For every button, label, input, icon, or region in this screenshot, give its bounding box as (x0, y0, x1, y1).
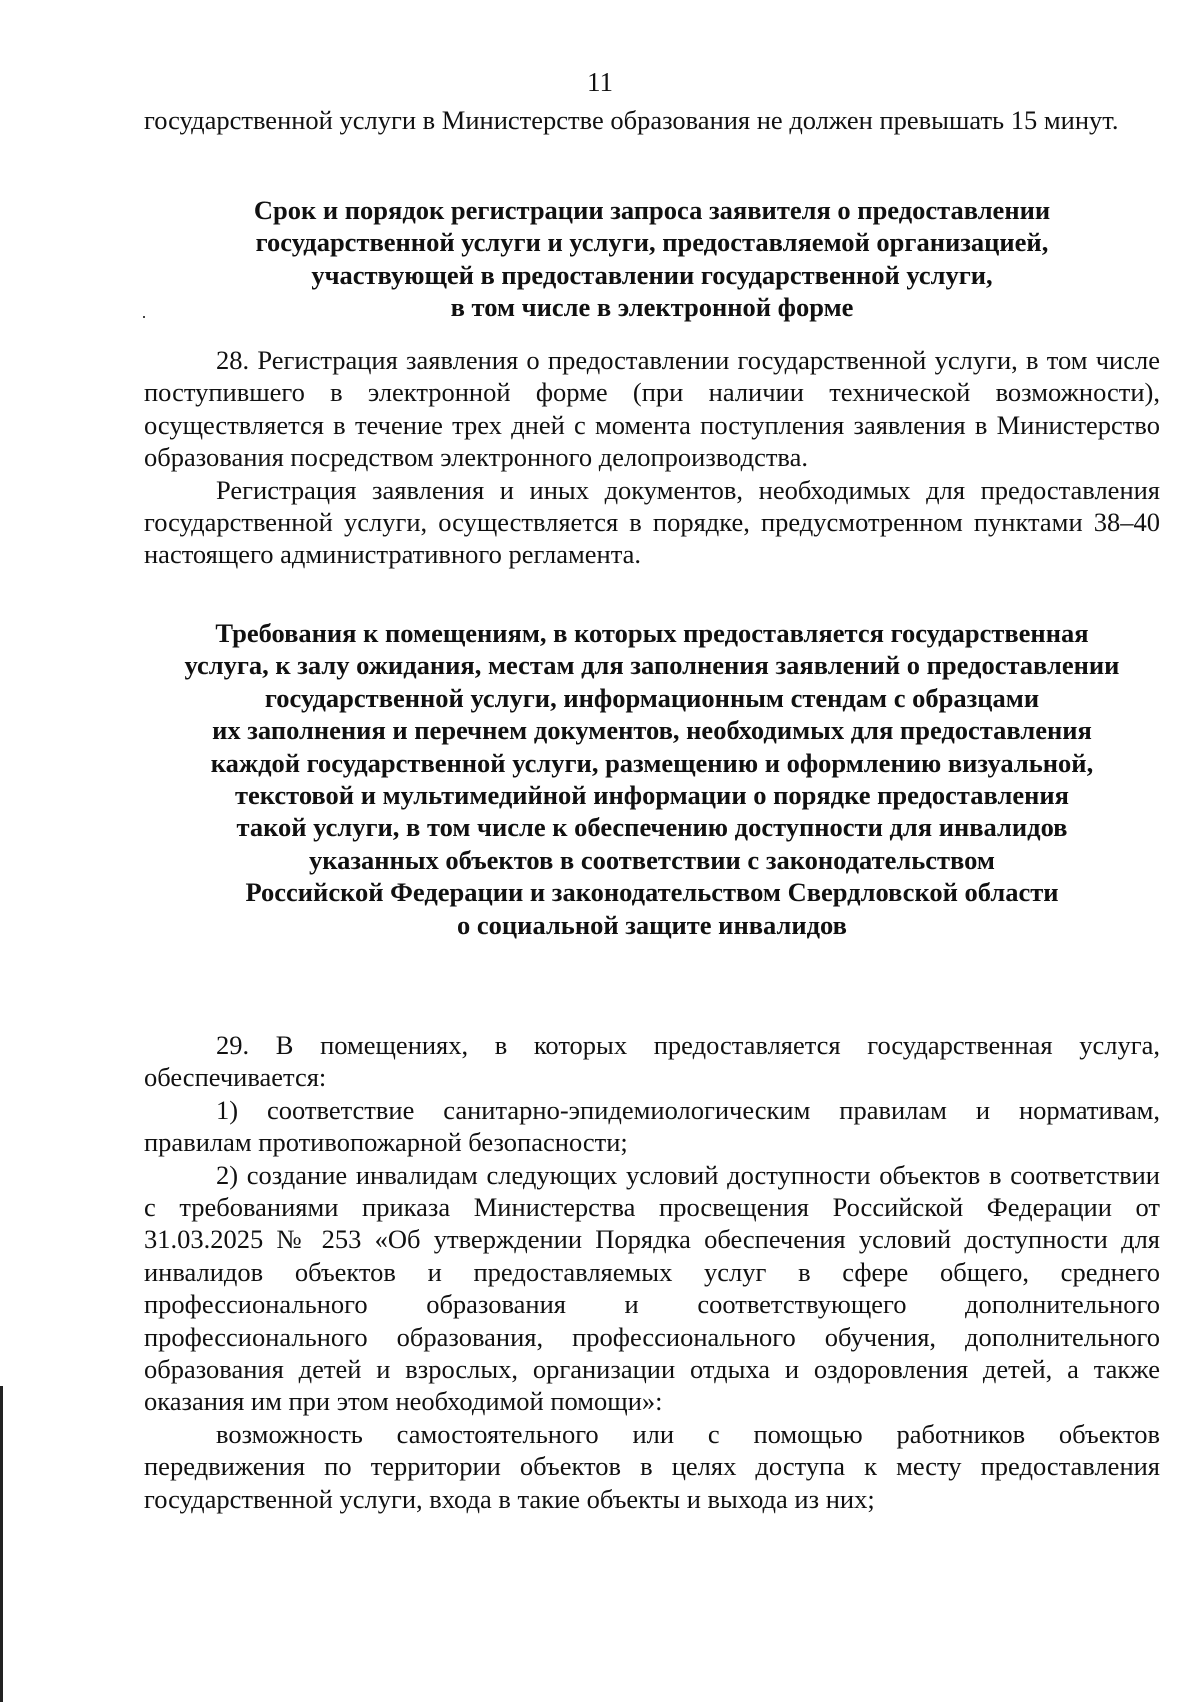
heading-line: указанных объектов в соответствии с законодательством (309, 844, 995, 875)
list-item-2-sub: возможность самостоятельного или с помощью работников объектов передвижения по территории объектов в целях доступа к месту предоставления государственной услуги, входа в такие объекты и выхода из них; (144, 1418, 1160, 1514)
heading-line: государственной услуги и услуги, предоставляемой организацией, (255, 227, 1049, 258)
section-heading-registration (144, 194, 1160, 324)
premises-body (144, 1029, 1160, 1515)
heading-line: о социальной защите инвалидов (457, 909, 847, 940)
paragraph-28-registration: Регистрация заявления и иных документов, необходимых для предоставления государственной услуги, осуществляется в порядке, предусмотренном пунктами 38–40 настоящего административного регламента. (144, 474, 1160, 570)
heading-line: государственной услуги, информационным стендам с образцами (264, 682, 1040, 713)
continuation-paragraph (144, 104, 1160, 136)
paragraph-29: 29. В помещениях, в которых предоставляется государственная услуга, обеспечивается: (144, 1030, 1160, 1093)
heading-line: участвующей в предоставлении государственной услуги, (311, 259, 993, 290)
scan-edge-line (0, 1386, 3, 1702)
heading-line: такой услуги, в том числе к обеспечению доступности для инвалидов (236, 812, 1068, 843)
heading-line: в том числе в электронной форме (450, 292, 854, 323)
heading-line: их заполнения и перечнем документов, необходимых для предоставления (212, 715, 1092, 746)
paragraph-28: 28. Регистрация заявления о предоставлении государственной услуги, в том числе поступившего в электронной форме (при наличии технической возможности), осуществляется в течение трех дней с момента поступления заявления в Министерство образования посредством электронного делопроизводства. (144, 345, 1160, 473)
list-item-1: 1) соответствие санитарно-эпидемиологическим правилам и нормативам, правилам противопожарной безопасности; (144, 1094, 1160, 1158)
heading-line: текстовой и мультимедийной информации о порядке предоставления (235, 780, 1069, 811)
heading-line: услуга, к залу ожидания, местам для заполнения заявлений о предоставлении (184, 650, 1120, 681)
heading-line: Срок и порядок регистрации запроса заявителя о предоставлении (253, 195, 1051, 225)
heading-line: Российской Федерации и законодательством Свердловской области (245, 877, 1059, 908)
heading-line: каждой государственной услуги, размещению и оформлению визуальной, (210, 747, 1094, 778)
page-number: 11 (587, 67, 613, 97)
continuation-text: государственной услуги в Министерстве образования не должен превышать 15 минут. (144, 105, 1119, 135)
scan-dot (143, 316, 145, 318)
list-item-2: 2) создание инвалидам следующих условий доступности объектов в соответствии с требованиями приказа Министерства просвещения Российской Федерации от 31.03.2025 № 253 «Об утверждении Порядка обеспечения условий доступности для инвалидов объектов и предоставляемых услуг в сфере общего, среднего профессионального образования и соответствующего дополнительного профессионального образования, профессионального обучения, дополнительного образования детей и взрослых, организации отдыха и оздоровления детей, а также оказания им при этом необходимой помощи»: (144, 1159, 1160, 1417)
registration-body (144, 344, 1160, 571)
section-heading-premises (144, 617, 1160, 941)
heading-line: Требования к помещениям, в которых предоставляется государственная (215, 618, 1089, 648)
